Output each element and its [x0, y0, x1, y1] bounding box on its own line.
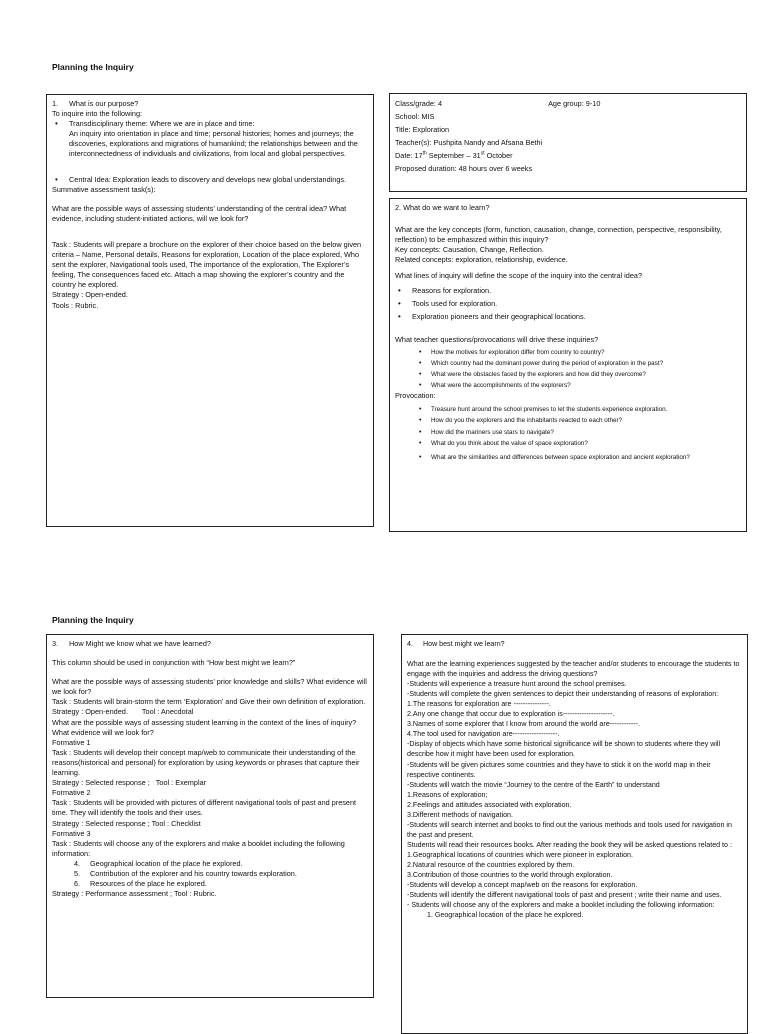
learning-line: 3.Different methods of navigation. [407, 810, 513, 819]
booklet-item: 6. Resources of the place he explored. [74, 879, 207, 889]
teacher-question: • What were the accomplishments of the explorers? [395, 380, 741, 391]
learning-line: -Students will experience a treasure hunt around the school premises. [407, 680, 627, 689]
formative-2-strategy: Strategy : Selected response ; Tool : Checklist [52, 818, 201, 828]
formative-1-task: Task : Students will develop their concept map/web to communicate their understanding of the reasons(historical and personal) for exploration by using keywords or phrases that capture their learning. [52, 747, 360, 778]
teacher-questions-label: What teacher questions/provocations will drive these inquiries? [395, 334, 599, 344]
learning-line: 2.Natural resource of the countries explored by them. [407, 860, 575, 869]
learning-line: 1. Geographical location of the place he explored. [427, 911, 584, 920]
summative-question: What are the possible ways of assessing students’ understanding of the central idea? What evidence, including student-initiated actions, will we look for? [52, 203, 347, 223]
teacher-question: • What were the obstacles faced by the explorers and how did they overcome? [395, 369, 741, 380]
lines-question: What lines of inquiry will define the scope of the inquiry into the central idea? [395, 271, 643, 281]
prior-strategy: Strategy : Open-ended. Tool : Anecdotal [52, 707, 194, 717]
line-of-inquiry: • Reasons for exploration. [395, 284, 741, 297]
assessment-note: This column should be used in conjunction with “How best might we learn?” [52, 658, 296, 668]
school: School: MIS [395, 112, 435, 122]
summative-task: Task : Students will prepare a brochure on the explorer of their choice based on the below given criteria – Name, Personal details, Reasons for exploration, Location of the place explored, Who sent the explorer, Navigational tools used, The importance of the exploration, The Explorer’s feeling, The consequences faced etc. Attach a map showing the explorer’s country and the country he explored. [52, 239, 362, 290]
class-age-row [395, 99, 741, 109]
learning-line: Students will read their resources books. After reading the book they will be asked questions related to : [407, 840, 732, 849]
learning-line: 2.Any one change that occur due to exploration is---------------------. [407, 710, 615, 719]
assessment-heading: 3. How Might we know what we have learned? [52, 639, 211, 648]
summative-strategy: Strategy : Open-ended. [52, 290, 128, 300]
transdisciplinary-theme: • Transdisciplinary theme: Where we are in place and time: An inquiry into orientation in place and time; personal histories; homes and journeys; the discoveries, explorations and migrations of humankind; the relationships between and the interconnectedness of individuals and civilizations, from local and global perspectives. [52, 119, 368, 159]
learning-line: - Students will choose any of the explorers and make a booklet including the following information: [407, 901, 715, 910]
formative-3-strategy: Strategy : Performance assessment ; Tool : Rubric. [52, 889, 217, 899]
learning-line: 2.Feelings and attitudes associated with exploration. [407, 800, 572, 809]
formative-3-task: Task : Students will choose any of the explorers and make a booklet including the following information: [52, 838, 345, 858]
purpose-heading: 1. What is our purpose? [52, 99, 139, 108]
summative-label: Summative assessment task(s): [52, 184, 156, 194]
summative-tools: Tools : Rubric. [52, 300, 99, 310]
booklet-item: 4. Geographical location of the place he explored. [74, 858, 243, 868]
key-concepts: Key concepts: Causation, Change, Reflection. [395, 245, 544, 255]
unit-title: Title: Exploration [395, 125, 450, 135]
learning-line: -Students will develop a concept map/web on the reasons for exploration. [407, 881, 638, 890]
formative-2-task: Task : Students will be provided with pictures of different navigational tools of past and present time. They will identify the tools and their uses. [52, 798, 357, 818]
class-grade: Class/grade: 4 [395, 99, 443, 108]
learning-line: 1.Geographical locations of countries which were pioneer in exploration. [407, 850, 633, 859]
page-title: Planning the Inquiry [52, 62, 134, 72]
assessment-section [46, 634, 374, 998]
provocation-item: • How do you the explorers and the inhabitants reacted to each other? [395, 415, 741, 427]
learn-section [389, 198, 747, 532]
learning-experiences-section [401, 634, 748, 1034]
learning-line: -Display of objects which have some historical significance will be shown to students where they will describe how it might have been used for exploration. [407, 740, 721, 759]
booklet-item: 5. Contribution of the explorer and his country towards exploration. [74, 868, 297, 878]
teacher-question: • Which country had the dominant power during the period of exploration in the past? [395, 358, 741, 369]
prior-task: Task : Students will brain-storm the term ‘Exploration’ and Give their own definition of exploration. [52, 697, 366, 707]
date: Date: 17th September – 31st October [395, 150, 513, 161]
learning-line: 3.Names of some explorer that I know from around the world are------------. [407, 720, 640, 729]
teacher-question: • How the motives for exploration differ from country to country? [395, 347, 741, 358]
line-of-inquiry: • Tools used for exploration. [395, 297, 741, 310]
line-of-inquiry: • Exploration pioneers and their geographical locations. [395, 310, 741, 323]
prior-knowledge-question: What are the possible ways of assessing students’ prior knowledge and skills? What evidence will we look for? [52, 677, 367, 697]
formative-3-label: Formative 3 [52, 828, 91, 838]
duration: Proposed duration: 48 hours over 6 weeks [395, 164, 533, 174]
learning-line: -Students will complete the given sentences to depict their understanding of reasons of exploration: [407, 690, 719, 699]
provocation-label: Provocation: [395, 391, 436, 401]
learning-line: -Students will be given pictures some countries and they have to stick it on the world map in their respective continents. [407, 760, 711, 779]
related-concepts: Related concepts: exploration, relationship, evidence. [395, 255, 568, 265]
teachers: Teacher(s): Pushpita Nandy and Afsana Bethi [395, 138, 543, 148]
learning-line: -Students will search internet and books to find out the various methods and tools used for navigation in the past and present. [407, 820, 732, 839]
age-group: Age group: 9-10 [548, 99, 601, 108]
learning-line: -Students will identify the different navigational tools of past and present ; write their name and uses. [407, 891, 722, 900]
provocation-item: • Treasure hunt around the school premises to let the students experience exploration. [395, 404, 741, 416]
provocation-item: • What do you think about the value of space exploration? [395, 438, 741, 450]
learning-question: What are the possible ways of assessing student learning in the context of the lines of inquiry? What evidence will we look for? [52, 717, 357, 737]
provocation-item: • How did the mariners use stars to navigate? [395, 427, 741, 439]
learning-line: -Students will watch the movie “Journey to the centre of the Earth” to understand [407, 780, 660, 789]
provocation-item: • What are the similarities and differences between space exploration and ancient exploration? [395, 452, 741, 464]
central-idea: • Central Idea: Exploration leads to discovery and develops new global understandings. [52, 175, 368, 185]
key-concepts-question: What are the key concepts (form, function, causation, change, connection, perspective, responsibility, reflection) to be emphasized within this inquiry? [395, 225, 722, 245]
learning-line: 1.Reasons of exploration; [407, 790, 488, 799]
page-title: Planning the Inquiry [52, 615, 134, 625]
formative-2-label: Formative 2 [52, 788, 91, 798]
learning-line: 3.Contribution of those countries to the world through exploration. [407, 871, 613, 880]
learning-line: 1.The reasons for exploration are ---------------. [407, 700, 551, 709]
purpose-section [46, 94, 374, 527]
learning-question: What are the learning experiences suggested by the teacher and/or students to encourage the students to engage with the inquiries and address the driving questions? [407, 660, 740, 679]
purpose-intro: To inquire into the following: [52, 109, 143, 119]
learning-heading: 4. How best might we learn? [407, 640, 505, 648]
formative-1-label: Formative 1 [52, 737, 91, 747]
unit-info [389, 93, 747, 192]
learn-heading: 2. What do we want to learn? [395, 203, 490, 212]
formative-1-strategy: Strategy : Selected response ; Tool : Exemplar [52, 778, 207, 788]
learning-line: 4.The tool used for navigation are-------------------. [407, 730, 560, 739]
